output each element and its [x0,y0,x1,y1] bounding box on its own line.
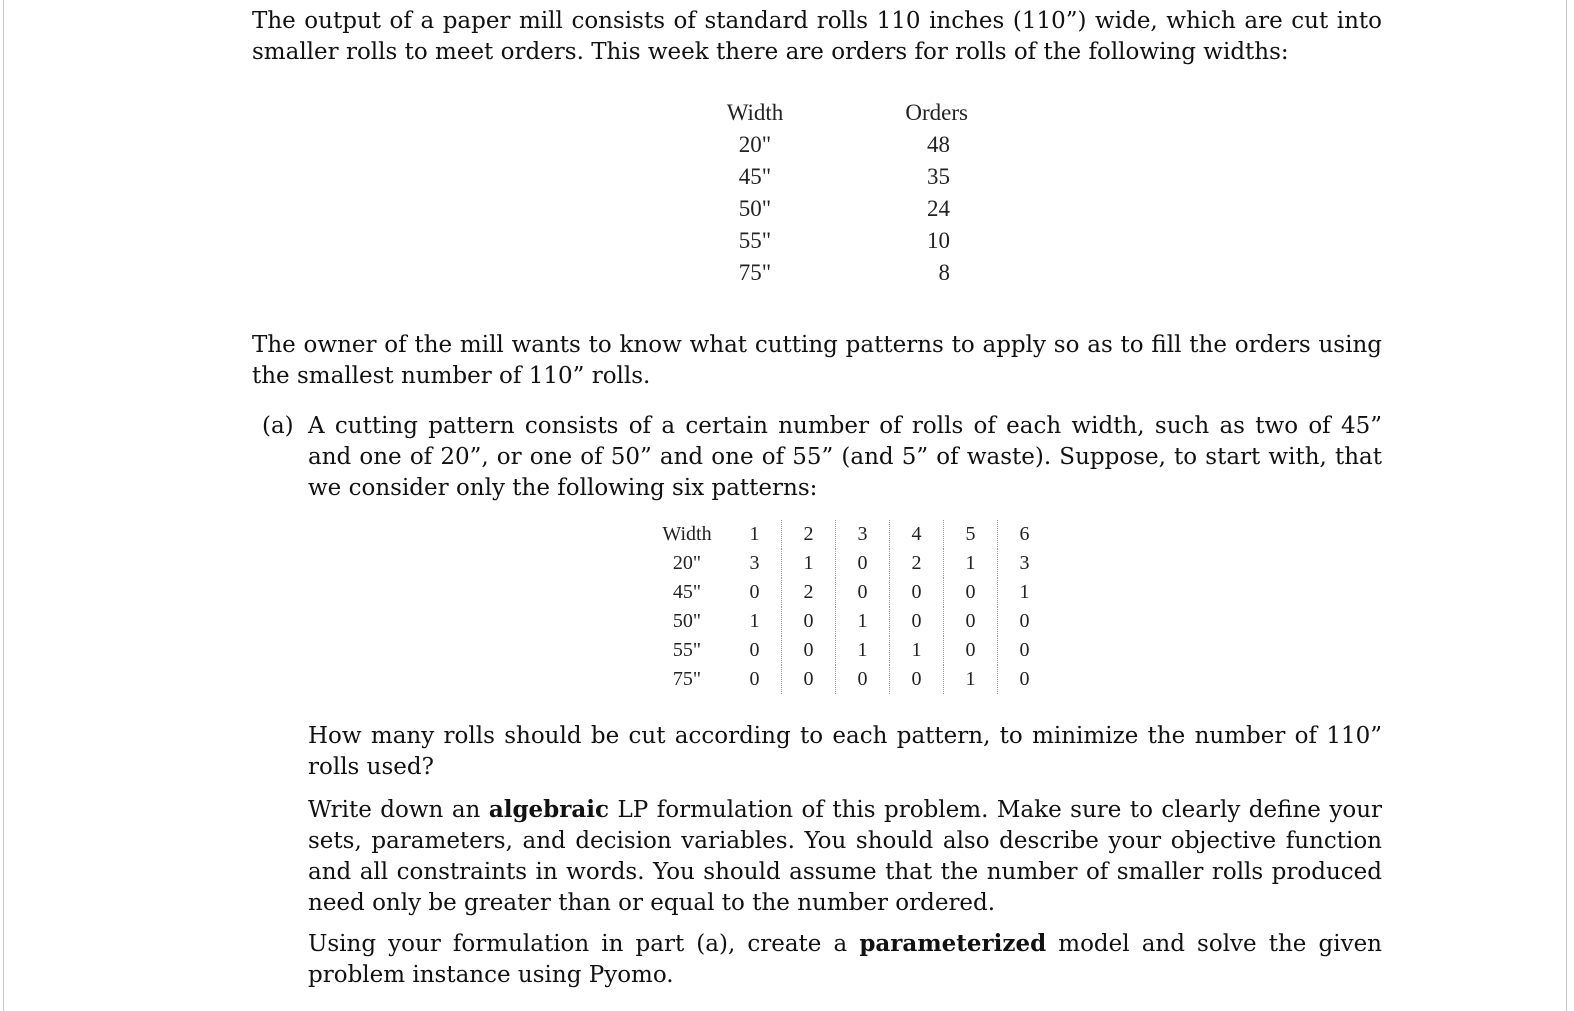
orders-width-cell: 45" [738,164,772,189]
pattern-number: 5 [944,520,998,549]
pattern-number: 3 [836,520,890,549]
table-row [708,257,968,289]
pattern-value-cell: 0 [836,578,890,607]
pattern-value-cell: 1 [782,549,836,578]
orders-header-width: Width [726,100,784,125]
pattern-value-cell: 0 [836,665,890,694]
formulation-paragraph [308,794,1382,919]
formulation-emphasis: algebraic [488,796,610,823]
question-paragraph: How many rolls should be cut according to each pattern, to minimize the number of 110” rolls used? [308,723,1382,780]
orders-header-orders: Orders [905,100,968,125]
pattern-value-cell: 0 [749,581,760,603]
orders-width-cell: 50" [738,196,772,221]
table-row [708,193,968,225]
pattern-number: 1 [749,523,760,545]
pattern-value-cell: 1 [944,665,998,694]
pyomo-emphasis: parameterized [859,930,1047,957]
table-row [708,129,968,161]
pattern-value-cell: 0 [782,665,836,694]
pattern-value-cell: 1 [890,636,944,665]
pattern-value-cell: 2 [890,549,944,578]
pattern-number: 2 [782,520,836,549]
patterns-header-width: Width [662,523,712,545]
owner-paragraph: The owner of the mill wants to know what cutting patterns to apply so as to fill the orders using the smallest number of 110” rolls. [252,332,1382,389]
pattern-value-cell: 3 [998,549,1052,578]
pyomo-paragraph [308,928,1382,991]
part-a-text: A cutting pattern consists of a certain number of rolls of each width, such as two of 45” and one of 20”, or one of 50” and one of 55” (and 5” of waste). Suppose, to start with, that we consider only the following six patterns: [308,413,1382,501]
pattern-width-cell: 55" [672,639,702,661]
pattern-value-cell: 0 [749,639,760,661]
pattern-value-cell: 1 [836,607,890,636]
table-row [646,578,1051,607]
pattern-value-cell: 0 [890,578,944,607]
patterns-table [646,520,1051,694]
pattern-value-cell: 0 [836,549,890,578]
pattern-width-cell: 20" [672,552,702,574]
pattern-value-cell: 0 [782,636,836,665]
pattern-value-cell: 0 [944,578,998,607]
pattern-value-cell: 1 [836,636,890,665]
pattern-value-cell: 0 [998,607,1052,636]
table-row [646,607,1051,636]
pattern-number: 6 [998,520,1052,549]
pattern-number: 4 [890,520,944,549]
orders-count-cell: 10 [927,228,950,253]
table-row [646,636,1051,665]
orders-header-row [708,97,968,129]
part-a-label: (a) [262,413,294,439]
pattern-value-cell: 1 [944,549,998,578]
pattern-value-cell: 0 [998,636,1052,665]
orders-width-cell: 20" [738,132,772,157]
pattern-width-cell: 75" [672,668,702,690]
orders-width-cell: 75" [738,260,772,285]
table-row [646,665,1051,694]
orders-count-cell: 35 [927,164,950,189]
table-row [646,549,1051,578]
pattern-value-cell: 1 [749,610,760,632]
orders-count-cell: 24 [927,196,950,221]
table-row [708,161,968,193]
table-row [708,225,968,257]
pattern-value-cell: 0 [749,668,760,690]
pattern-value-cell: 0 [944,607,998,636]
pattern-width-cell: 45" [672,581,702,603]
orders-count-cell: 48 [927,132,950,157]
pyomo-text-before: Using your formulation in part (a), create a [308,931,860,957]
orders-table [708,97,968,289]
pattern-width-cell: 50" [672,610,702,632]
pattern-value-cell: 3 [749,552,760,574]
pattern-value-cell: 2 [782,578,836,607]
intro-paragraph: The output of a paper mill consists of standard rolls 110 inches (110”) wide, which are cut into smaller rolls to meet orders. This week there are orders for rolls of the following widths: [252,8,1382,65]
pattern-value-cell: 0 [782,607,836,636]
pattern-value-cell: 1 [998,578,1052,607]
orders-width-cell: 55" [738,228,772,253]
orders-count-cell: 8 [938,260,950,285]
page-border-left [3,0,4,1011]
pattern-value-cell: 0 [890,607,944,636]
pattern-value-cell: 0 [944,636,998,665]
pattern-value-cell: 0 [890,665,944,694]
page-border-right [1566,0,1567,1011]
formulation-text-before: Write down an [308,797,489,823]
pattern-value-cell: 0 [998,665,1052,694]
patterns-header-row [646,520,1051,549]
formulation-text-after: LP formulation of this problem. Make sure to clearly define your sets, parameters, and decision variables. You should also describe your objective function and all constraints in words. You should assume that the number of smaller rolls produced need only be greater than or equal to the number ordered. [308,797,1383,916]
pyomo-text-after: model and solve the given problem instance using Pyomo. [308,931,1382,988]
